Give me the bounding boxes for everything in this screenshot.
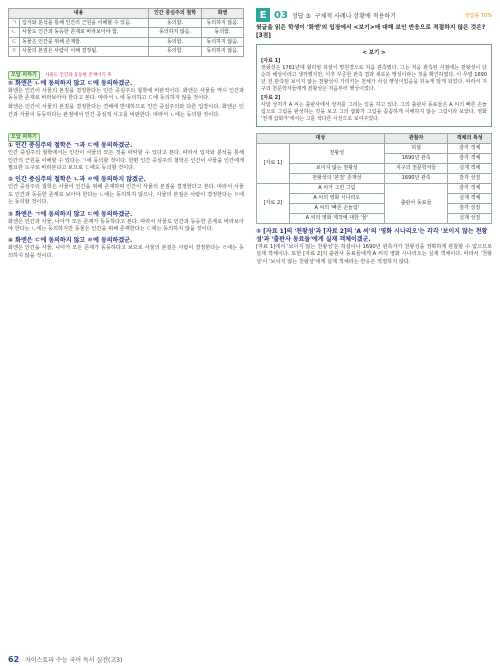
table-cell: 실재 객체 <box>448 194 492 204</box>
choice-heading: ⑤ 화엔은 ㄴ에 동의하지 않고 ㄷ에 동의하겠군. <box>8 79 133 87</box>
table-cell: 사물의 본질은 사람이 이해 결정됨. <box>20 47 149 57</box>
table-row <box>9 47 244 57</box>
box-text: 천왕성은 1781년에 윌리엄 허셜이 망원경으로 처음 관측했다. 그는 처음 관측된 시점에는 천왕성이 단순히 해성이라고 생각했지만, 이후 꾸준한 관측 결과 새로운 행성이라는 것을 확인하였다. 이 무렵 1690년 전 관측된 보이지 않는 천왕성이 가리키는 천체가 사실 행성이었음을 뒤늦게 알게 되었다. 따라서 지구의 천문학자들에게 천왕성은 처음부터 행성이었다. <box>261 65 487 92</box>
table-row <box>9 18 244 28</box>
table-header-humanism: 인간 중심주의 철학 <box>148 9 201 19</box>
question-number: 03 <box>274 9 288 21</box>
section-e-badge: E <box>256 8 270 22</box>
answer-section-2 <box>8 123 244 172</box>
box-label: [자료 1] <box>261 58 281 64</box>
table-cell: 감각 객체 <box>448 144 492 154</box>
table-cell: 1690년 관측 <box>384 174 448 184</box>
table-cell: 입자와 분석을 통해 인간의 근원을 이해할 수 있음. <box>20 18 149 28</box>
table-row <box>257 164 492 174</box>
explanation-text: 인간 중심주의 철학에서는 인간이 사물의 모든 것을 파악할 수 있다고 본다. 따라서 입자와 분석을 통해 인간의 근원을 이해할 수 있다는 ㄱ에 동의할 것이다. 한편 인간 중심주의 철학은 인간이 사물을 인간에게 필요한 도구로 바라본다고 보므로 ㄷ에도 동의할 것이다. <box>8 150 244 171</box>
explanation-text: 화엔은 인간이 사물의 본질을 결정한다는 견해에 반대하므로 인간 중심주의와 다른 입장이다. 화엔은 인간과 사물이 동등하다는 관점에서 인간 중심적 사고를 비판한다. 따라서 ㄴ에는 동의할 것이다. <box>8 104 244 118</box>
answer-section-4 <box>8 211 244 234</box>
choice-heading: ③ [자료 1]의 '천왕성'과 [자료 2]의 'A 씨'의 '영화 시나리오'는 각각 '보이지 않는 천왕성'과 '출판사 동료들'에게 실재 객체이겠군. <box>256 228 488 243</box>
question-text: 윗글을 읽은 학생이 '화엔'의 입장에서 <보기>에 대해 보인 반응으로 적절하지 않은 것은? [3점] <box>256 25 486 39</box>
table-cell: 1690년 관측 <box>384 154 448 164</box>
table-cell: 동의하지 않음. <box>202 47 244 57</box>
table-cell: 감각 성질 <box>448 204 492 214</box>
table-cell: 사물도 인간과 동등한 존재로 바라보아야 함. <box>20 28 149 38</box>
table-header: 대상 <box>257 134 385 144</box>
section-badge: 오답 피하기 <box>8 133 40 142</box>
table-row <box>257 214 492 224</box>
table-header: 관찰자 <box>384 134 448 144</box>
table-cell: A 씨가 그린 그림 <box>289 184 384 194</box>
table-cell: A 씨의 영화 제작에 대한 '꿈' <box>289 214 384 224</box>
table-cell: 감각 객체 <box>448 184 492 194</box>
table-cell: 허셜 <box>384 144 448 154</box>
correct-rate: 정답률 70% <box>464 12 492 19</box>
table-cell: 보이지 않는 천왕성 <box>289 164 384 174</box>
table-header-content: 내용 <box>9 9 149 19</box>
right-column <box>256 8 492 266</box>
table-cell: ㄴ <box>9 28 20 38</box>
box-label: [자료 2] <box>261 95 281 101</box>
question-header <box>256 8 492 22</box>
explanation-text: [자료 1]에서 '보이지 않는 천왕성'은 허셜이나 1690년 관측자가 천왕성을 정확하게 관찰할 수 없으므로 실재 객체이다. 또한 [자료 2]의 출판사 동료들에게 A 씨의 영화 시나리오는 실재 객체이다. 따라서 '천왕성'이 '보이지 않는 천왕성'에게 실재 객체라는 반응은 적절하지 않다. <box>256 244 492 265</box>
annotation-note: 사물도 인간과 동등한 존재이기 후 <box>45 72 112 78</box>
answer-section-5 <box>8 237 244 260</box>
choice-heading: ② 인간 중심주의 철학은 ㄴ과 ㄹ에 동의하지 않겠군. <box>8 176 146 184</box>
table-cell: 동의하지 않음. <box>202 37 244 47</box>
table-cell: 동의함. <box>148 47 201 57</box>
table-cell: 감각 성질 <box>448 174 492 184</box>
answer-section-1 <box>8 61 244 120</box>
answer-label: 정답 ③ <box>291 12 311 20</box>
table-row <box>257 184 492 194</box>
table-header-harman: 화엔 <box>202 9 244 19</box>
explanation-text: 화엔은 인간이 사물의 본질을 결정한다는 인간 중심주의 철학에 비판적이다. 화엔은 사물들 역시 인간과 동등한 존재로 바라보아야 한다고 본다. 따라서 ㄴ에 동의하고 ㄷ에 동의하지 않을 것이다. <box>8 87 244 101</box>
table-cell: ㄷ <box>9 37 20 47</box>
table-cell: 실재 객체 <box>448 164 492 174</box>
footer-text: 자이스토리 수능 국어 독서 실전(고3) <box>25 657 123 664</box>
explanation-text: 화엔은 인간을 사물, 나아가 모든 존재가 동등하다고 보므로 사물의 본질은 사람이 결정한다는 ㄹ에는 동의하지 않을 것이다. <box>8 245 244 259</box>
answer-section-3 <box>8 176 244 206</box>
table-cell: 동의함. <box>202 28 244 38</box>
box-text: 사람 상처가 A 씨는 출판사에서 상처를 그리는 일을 하고 있다. 그의 출판사 동료들은 A 씨의 빠른 손놀림으로 그림을 완성하는 것을 보고 그의 삽화가 그림을 꼼꼼하게 이해하지 않는 그림이라 보았다. 영화 '천재 삽화가'에서는 그를 색다른 시선으로 보여주었다. <box>261 102 487 122</box>
table-cell: [자료 1] <box>257 144 290 184</box>
table-cell: 동의하지 않음. <box>148 28 201 38</box>
table-cell: 동물은 인간을 위해 존재함. <box>20 37 149 47</box>
explanation-text: 화엔은 인간과 사물, 나아가 모든 존재가 동등하다고 본다. 따라서 사물도 인간과 동등한 존재로 바라보아야 한다는 ㄴ에는 동의하지만 동물은 인간을 위해 존재한다는 ㄷ에는 동의하지 않을 것이다. <box>8 218 244 232</box>
table-cell: 동의함. <box>148 37 201 47</box>
table-cell: 동의하지 않음. <box>202 18 244 28</box>
page-number: 62 <box>8 655 20 664</box>
table-cell: A 씨의 '빠른 손놀림' <box>289 204 384 214</box>
table-cell: 감각 객체 <box>448 154 492 164</box>
explanation-text: 인간 중심주의 철학은 사물이 인간을 위해 존재하며 인간이 사물의 본질을 결정한다고 본다. 따라서 사물도 인간과 동등한 존재로 보아야 한다는 ㄴ에는 동의하지 않으나, 사물의 본질은 사람이 결정한다는 ㄹ에는 동의할 것이다. <box>8 184 244 206</box>
table-cell: 천왕성 <box>289 144 384 164</box>
table-header: 객체의 특성 <box>448 134 492 144</box>
table-cell: ㄹ <box>9 47 20 57</box>
table-cell: ㄱ <box>9 18 20 28</box>
table-row <box>9 37 244 47</box>
table-cell: 천왕성의 '본질' 존재성 <box>289 174 384 184</box>
table-cell: 지구의 천문학자들 <box>384 164 448 174</box>
answer-type: 구체적 사례나 상황에 적용하기 <box>314 12 396 20</box>
page-footer <box>8 655 122 664</box>
table-cell: A 씨의 영화 시나리오 <box>289 194 384 204</box>
table-cell: 실재 성질 <box>448 214 492 224</box>
table-header-row <box>257 134 492 144</box>
table-row <box>257 194 492 204</box>
table-row <box>9 28 244 38</box>
table-cell: [자료 2] <box>257 184 290 224</box>
reference-box <box>256 44 492 127</box>
table-row <box>257 174 492 184</box>
table-cell: 동의함. <box>148 18 201 28</box>
choice-heading: ③ 화엔은 ㄱ에 동의하지 않고 ㄷ에 동의하겠군. <box>8 210 133 218</box>
table-header-row <box>9 9 244 19</box>
table-row <box>257 144 492 154</box>
choice-heading: ① 인간 중심주의 철학은 ㄱ과 ㄷ에 동의하겠군. <box>8 142 133 150</box>
choice-heading: ④ 화엔은 ㄷ에 동의하지 않고 ㄹ에 동의하겠군. <box>8 237 133 245</box>
comparison-table <box>8 8 244 57</box>
table-cell: 출판사 동료들 <box>384 184 448 224</box>
object-table <box>256 133 492 224</box>
right-explanation <box>256 228 492 266</box>
left-column <box>8 8 244 260</box>
box-title: < 보기 > <box>362 50 386 56</box>
table-row <box>257 204 492 214</box>
section-badge: 오답 피하기 <box>8 71 40 80</box>
